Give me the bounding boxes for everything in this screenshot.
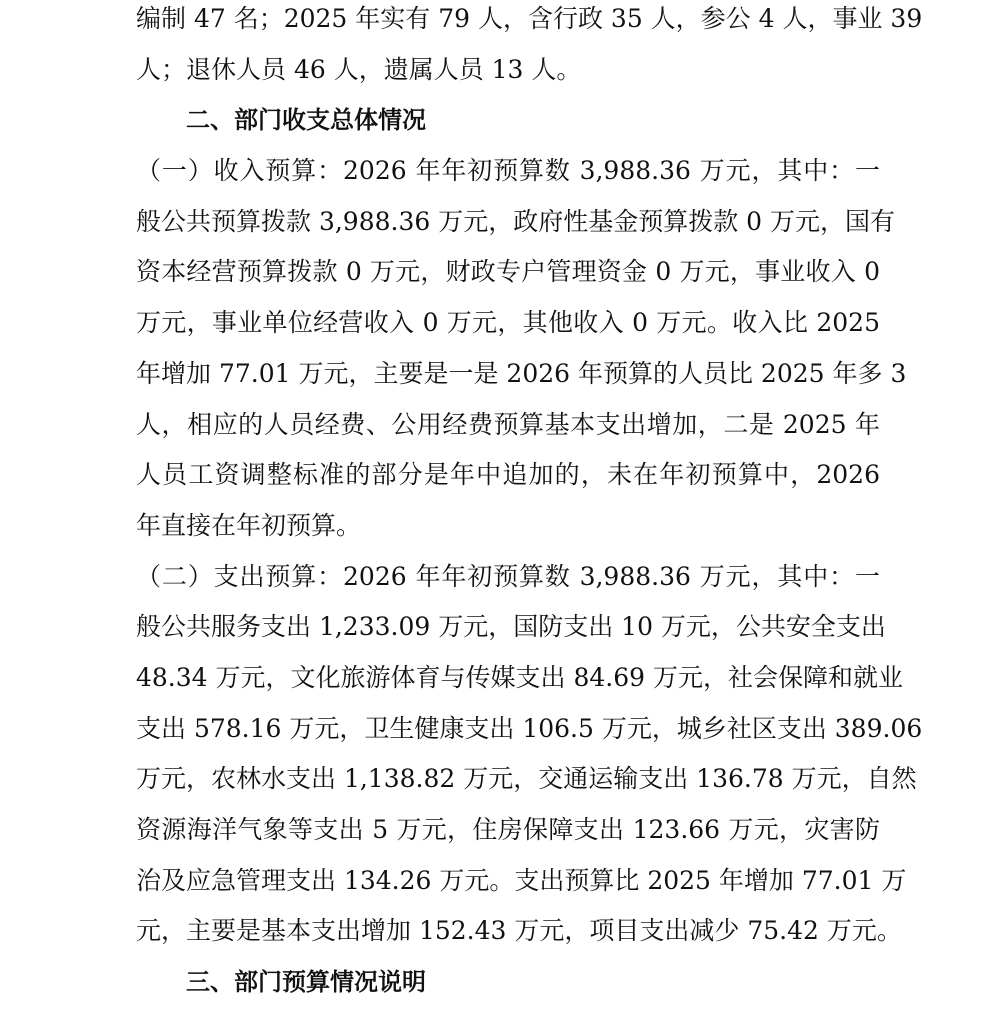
paragraph-line: 年直接在年初预算。 (136, 510, 362, 540)
paragraph-line: 治及应急管理支出 134.26 万元。支出预算比 2025 年增加 77.01 万 (136, 865, 907, 895)
staffing-paragraph (136, 0, 923, 95)
section-heading-revenue-expenditure: 二、部门收支总体情况 (186, 106, 426, 135)
paragraph-line: 48.34 万元，文化旅游体育与传媒支出 84.69 万元，社会保障和就业 (136, 662, 903, 692)
paragraph-line: 人，相应的人员经费、公用经费预算基本支出增加，二是 2025 年 (136, 409, 880, 439)
income-budget-paragraph (136, 146, 907, 552)
paragraph-line: （一）收入预算：2026 年年初预算数 3,988.36 万元，其中：一 (136, 156, 880, 186)
paragraph-line: 般公共预算拨款 3,988.36 万元，政府性基金预算拨款 0 万元，国有 (136, 206, 896, 236)
document-body (136, 0, 923, 1008)
section-heading-budget-explanation: 三、部门预算情况说明 (186, 968, 426, 997)
paragraph-line: 人员工资调整标准的部分是年中追加的，未在年初预算中，2026 (136, 460, 880, 490)
paragraph-line: 般公共服务支出 1,233.09 万元，国防支出 10 万元，公共安全支出 (136, 612, 886, 642)
paragraph-line: 资本经营预算拨款 0 万元，财政专户管理资金 0 万元，事业收入 0 (136, 257, 880, 287)
paragraph-line: 万元，农林水支出 1,138.82 万元，交通运输支出 136.78 万元，自然 (136, 764, 917, 794)
expense-budget-paragraph (136, 552, 923, 958)
paragraph-line: 万元，事业单位经营收入 0 万元，其他收入 0 万元。收入比 2025 (136, 308, 880, 338)
paragraph-line: 人；退休人员 46 人，遗属人员 13 人。 (136, 54, 582, 84)
document-page (136, 0, 923, 1014)
paragraph-line: 支出 578.16 万元，卫生健康支出 106.5 万元，城乡社区支出 389.06 (136, 713, 923, 743)
paragraph-line: 年增加 77.01 万元，主要是一是 2026 年预算的人员比 2025 年多 3 (136, 358, 907, 388)
paragraph-line: （二）支出预算：2026 年年初预算数 3,988.36 万元，其中：一 (136, 561, 880, 591)
paragraph-line: 编制 47 名；2025 年实有 79 人，含行政 35 人，参公 4 人，事业 39 (136, 4, 923, 33)
paragraph-line: 元，主要是基本支出增加 152.43 万元，项目支出减少 75.42 万元。 (136, 916, 902, 946)
paragraph-line: 资源海洋气象等支出 5 万元，住房保障支出 123.66 万元，灾害防 (136, 815, 880, 844)
